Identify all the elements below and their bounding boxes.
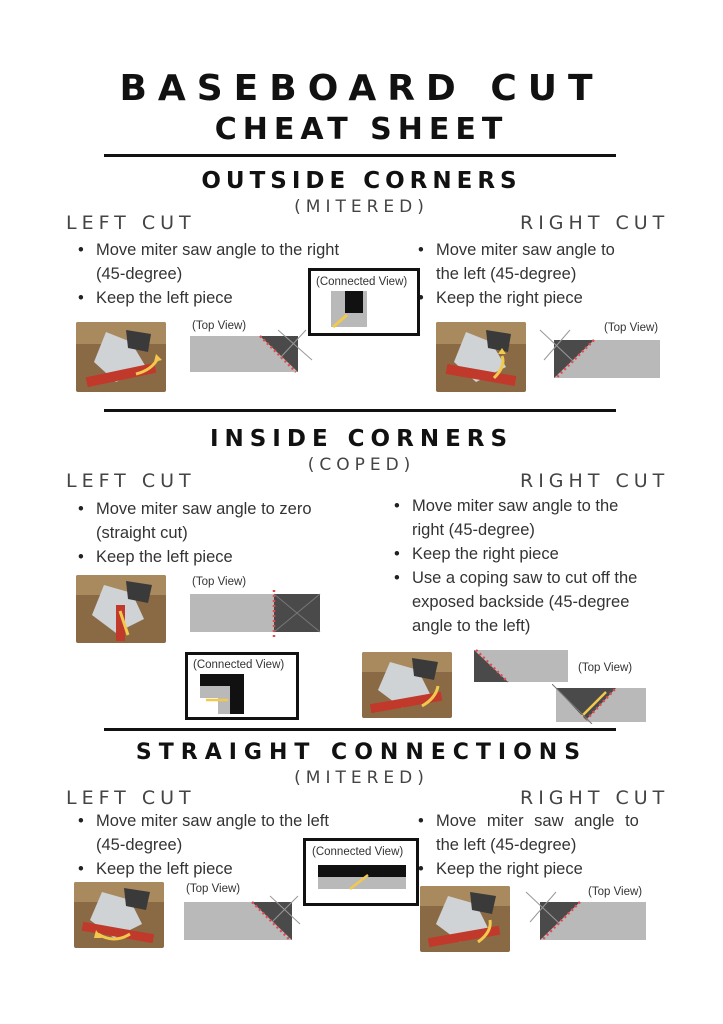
straight-left-cut-label: LEFT CUT <box>66 787 196 809</box>
straight-left-top-view-label: (Top View) <box>186 883 241 895</box>
inside-left-top-view-diagram <box>190 590 324 638</box>
list-item: • Keep the right piece <box>414 286 674 310</box>
inside-left-saw-photo <box>76 575 166 643</box>
page-subtitle: CHEAT SHEET <box>214 112 509 147</box>
straight-left-top-view-diagram <box>184 894 304 944</box>
list-item: (45-degree) <box>96 265 183 283</box>
list-item: • Keep the left piece <box>74 545 364 569</box>
inside-left-bullets <box>74 497 364 569</box>
list-item: • Keep the right piece <box>414 857 664 881</box>
list-item: • Keep the left piece <box>74 286 374 310</box>
outside-section-title: OUTSIDE CORNERS <box>201 168 522 194</box>
list-item: • Move miter saw angle to <box>414 809 664 833</box>
connected-view-label: (Connected View) <box>193 659 285 671</box>
inside-connected-view <box>185 652 299 720</box>
list-item: • Keep the right piece <box>390 542 690 566</box>
list-item: right (45-degree) <box>412 521 535 539</box>
list-item: • Use a coping saw to cut off the <box>390 566 690 590</box>
list-item: the left (45-degree) <box>436 265 577 283</box>
connected-view-label: (Connected View) <box>316 276 408 288</box>
straight-left-saw-photo <box>74 882 164 948</box>
list-item: • Move miter saw angle to the right <box>74 238 374 262</box>
outside-right-saw-photo <box>436 322 526 392</box>
outside-right-top-view-label: (Top View) <box>604 322 659 334</box>
straight-connected-diagram <box>316 863 408 893</box>
inside-section-title: INSIDE CORNERS <box>209 426 514 452</box>
inside-divider <box>104 728 616 731</box>
straight-right-top-view-diagram <box>524 890 648 944</box>
outside-left-cut-label: LEFT CUT <box>66 212 196 234</box>
outside-right-cut-label: RIGHT CUT <box>520 212 670 234</box>
outside-connected-view <box>308 268 420 336</box>
straight-right-top-view-label: (Top View) <box>588 886 643 898</box>
outside-section-subtitle: (MITERED) <box>294 197 429 217</box>
outside-left-saw-photo <box>76 322 166 392</box>
list-item: • Move miter saw angle to the <box>390 494 690 518</box>
outside-left-top-view-diagram <box>190 326 320 376</box>
straight-section-title: STRAIGHT CONNECTIONS <box>135 740 588 765</box>
straight-right-saw-photo <box>420 886 510 952</box>
inside-right-cut-label: RIGHT CUT <box>520 470 670 492</box>
inside-right-cut-diagram <box>472 648 572 684</box>
list-item: angle to the left) <box>412 617 531 635</box>
straight-section-subtitle: (MITERED) <box>294 768 429 788</box>
list-item: the left (45-degree) <box>436 836 577 854</box>
outside-right-bullets <box>414 238 674 310</box>
header-divider <box>104 154 616 157</box>
outside-left-top-view-label: (Top View) <box>192 320 247 332</box>
straight-right-cut-label: RIGHT CUT <box>520 787 670 809</box>
list-item: • Move miter saw angle to the left <box>74 809 374 833</box>
outside-divider <box>104 409 616 412</box>
outside-right-top-view-diagram <box>538 326 664 382</box>
inside-connected-diagram <box>200 672 260 714</box>
inside-section-subtitle: (COPED) <box>307 455 416 475</box>
straight-right-bullets <box>414 809 664 881</box>
inside-left-cut-label: LEFT CUT <box>66 470 196 492</box>
list-item: • Keep the left piece <box>74 857 374 881</box>
list-item: • Move miter saw angle to <box>414 238 674 262</box>
list-item: exposed backside (45-degree <box>412 593 630 611</box>
inside-left-top-view-label: (Top View) <box>192 576 247 588</box>
connected-view-label: (Connected View) <box>312 846 404 858</box>
inside-right-bullets <box>390 494 690 638</box>
list-item: (45-degree) <box>96 836 183 854</box>
inside-right-top-view-diagram <box>552 684 648 724</box>
list-item: (straight cut) <box>96 524 188 542</box>
outside-connected-diagram <box>329 289 389 329</box>
page-title: BASEBOARD CUT <box>119 68 604 109</box>
list-item: • Move miter saw angle to zero <box>74 497 364 521</box>
straight-connected-view <box>303 838 419 906</box>
inside-right-top-view-label: (Top View) <box>578 662 633 674</box>
inside-right-saw-photo <box>362 652 452 718</box>
